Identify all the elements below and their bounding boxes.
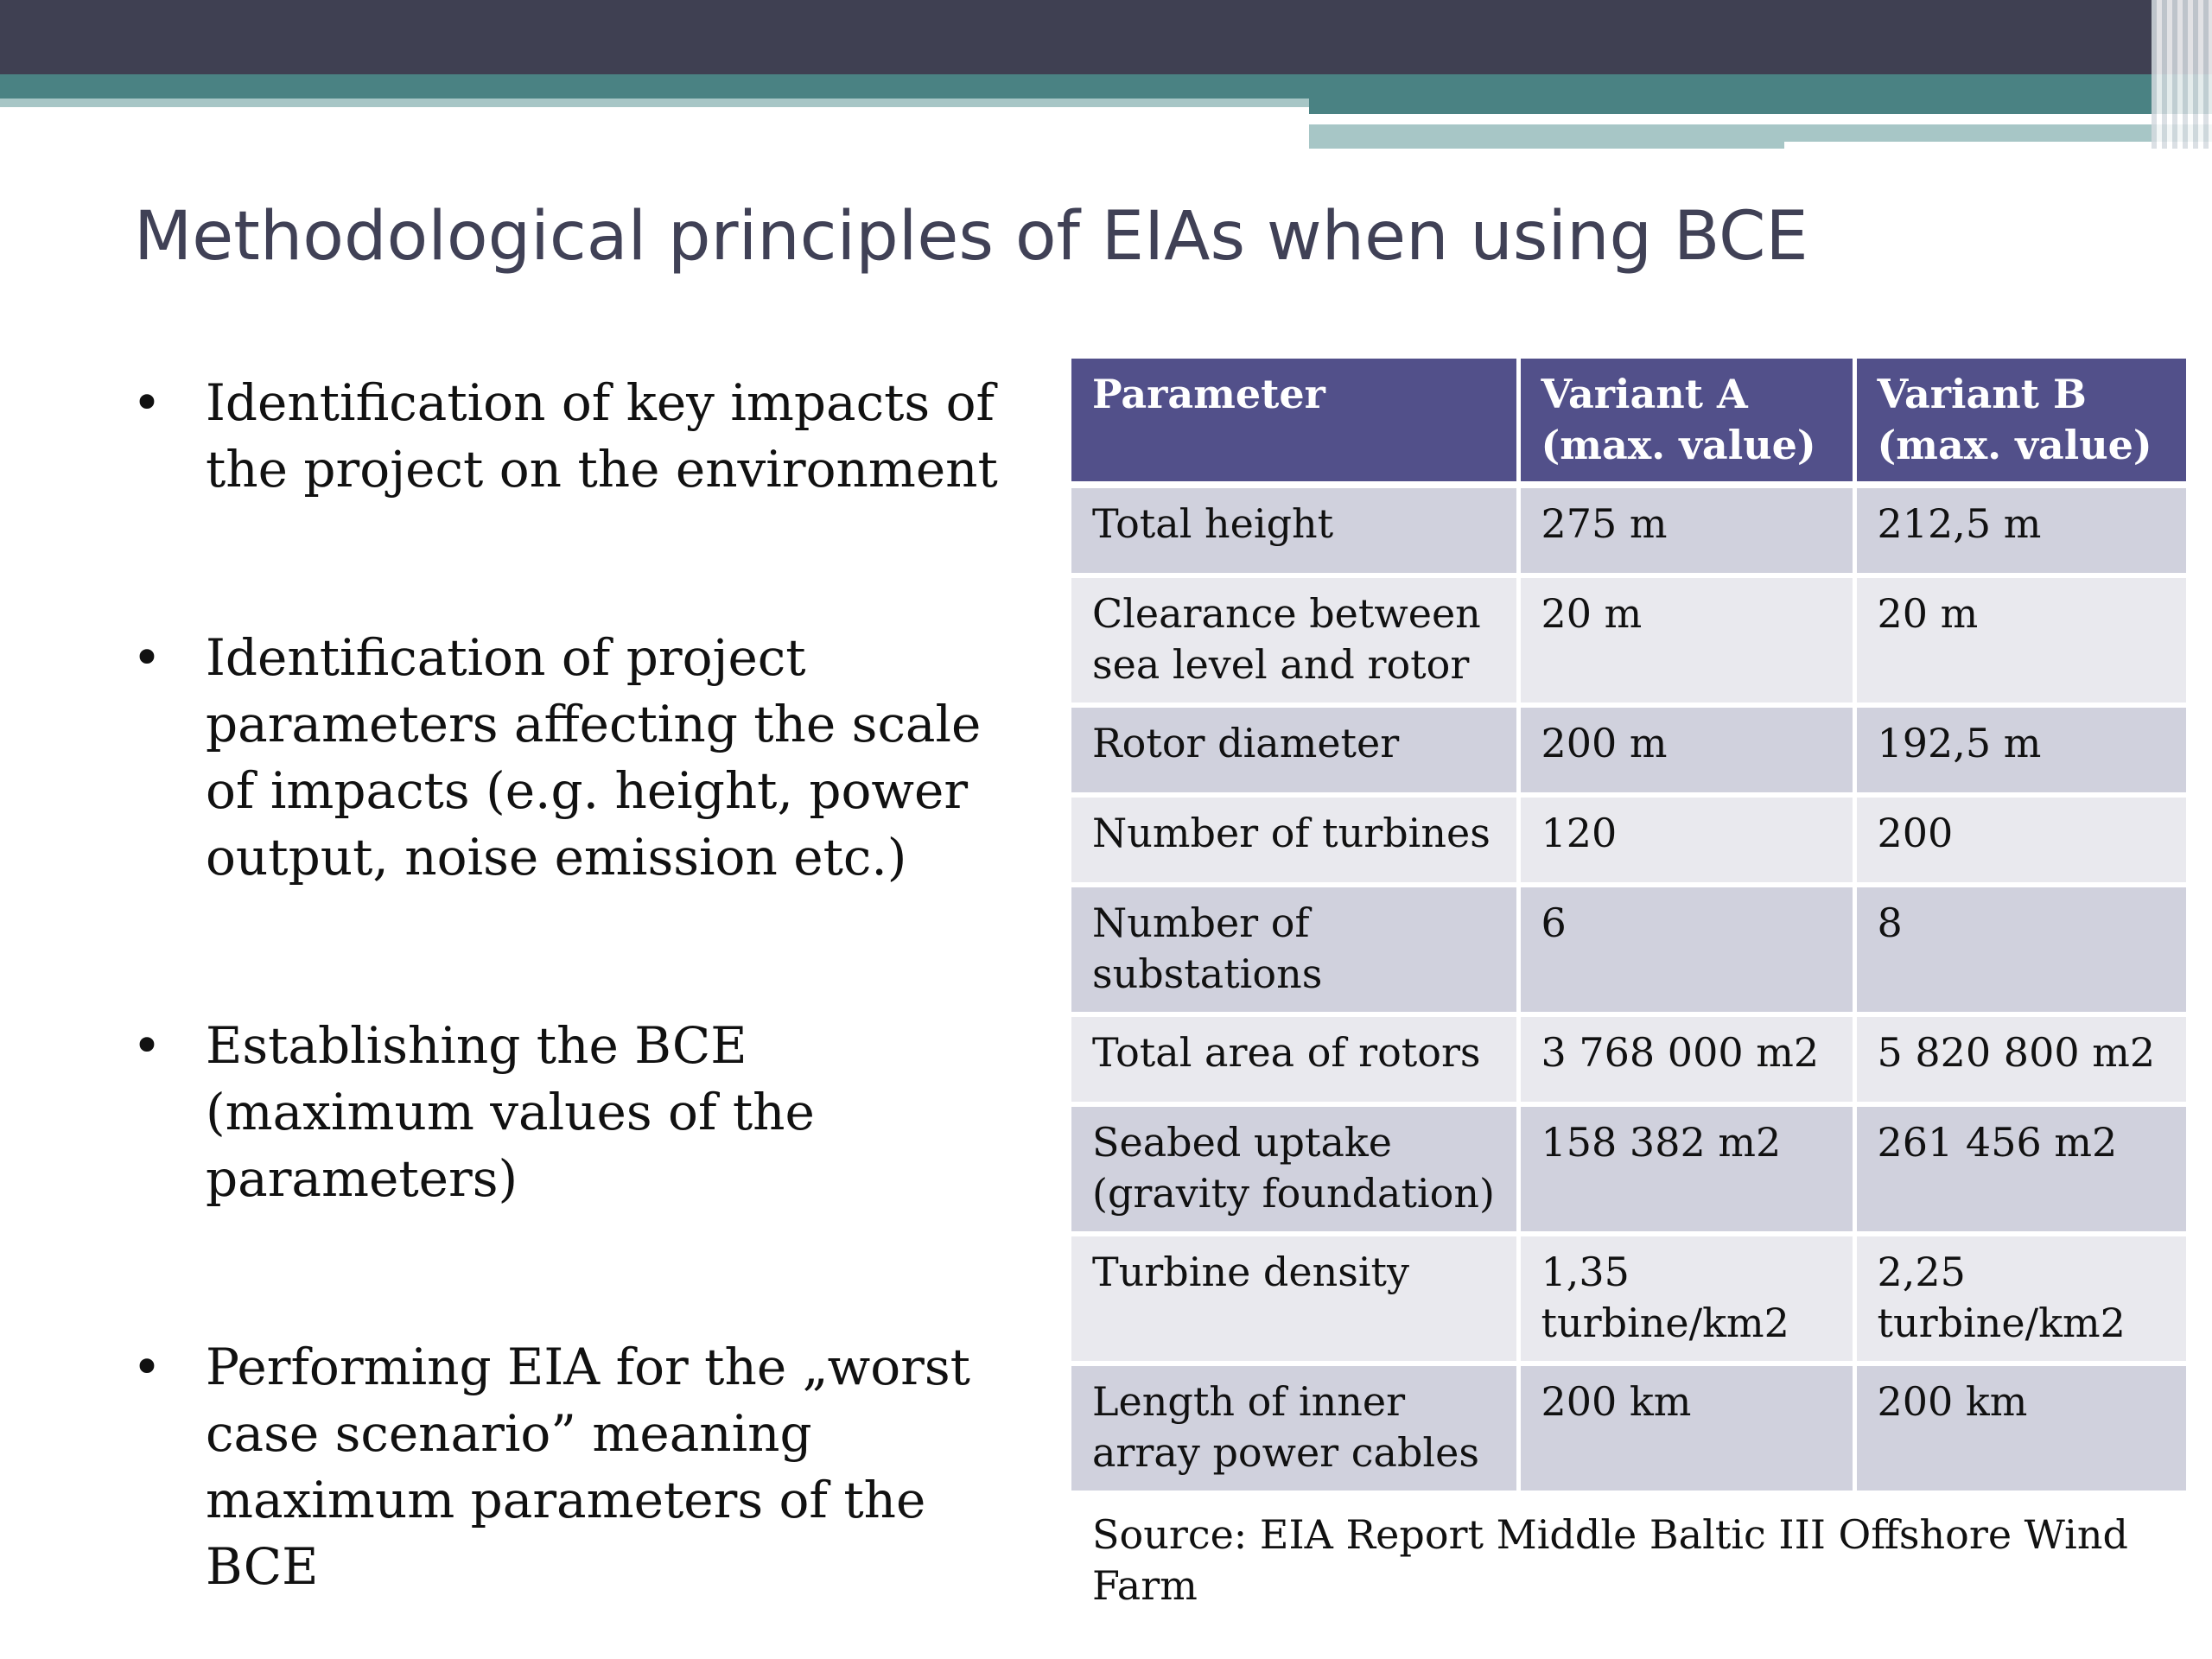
- parameters-table-container: [1071, 359, 2186, 1611]
- table-row: [1071, 1363, 2186, 1493]
- bullet-glyph: •: [131, 373, 162, 432]
- header-band-dark: [0, 0, 2212, 74]
- table-row: [1071, 795, 2186, 885]
- header-band-teal: [0, 74, 2212, 99]
- cell-parameter: Turbine density: [1071, 1234, 1518, 1363]
- cell-variant-a: 120: [1518, 795, 1854, 885]
- cell-parameter: Total height: [1071, 485, 1518, 575]
- bullet-item: [130, 1334, 1028, 1600]
- bullet-glyph: •: [131, 1016, 162, 1075]
- table-source-note: Source: EIA Report Middle Baltic III Offshore Wind Farm: [1092, 1511, 2128, 1609]
- header-band-right-teal: [1309, 99, 2212, 114]
- bullet-text: Establishing the BCE (maximum values of the parameters): [206, 1016, 815, 1208]
- cell-variant-a: 200 m: [1518, 705, 1854, 795]
- cell-parameter: Length of inner array power cables: [1071, 1363, 1518, 1493]
- bullet-text: Identification of project parameters affecting the scale of impacts (e.g. height, power output, noise emission etc.): [206, 628, 982, 887]
- header-variant-b: Variant B (max. value): [1854, 359, 2186, 485]
- parameters-table: [1071, 359, 2186, 1496]
- cell-variant-a: 3 768 000 m2: [1518, 1014, 1854, 1104]
- bullet-glyph: •: [131, 1338, 162, 1396]
- bullet-item: [130, 625, 1028, 891]
- cell-parameter: Seabed uptake (gravity foundation): [1071, 1104, 1518, 1234]
- header-variant-a: Variant A (max. value): [1518, 359, 1854, 485]
- table-row: [1071, 1104, 2186, 1234]
- cell-variant-b: 261 456 m2: [1854, 1104, 2186, 1234]
- cell-parameter: Clearance between sea level and rotor: [1071, 575, 1518, 705]
- cell-variant-b: 212,5 m: [1854, 485, 2186, 575]
- cell-variant-a: 1,35 turbine/km2: [1518, 1234, 1854, 1363]
- table-row: [1071, 705, 2186, 795]
- slide-title: Methodological principles of EIAs when using BCE: [134, 198, 1808, 276]
- header-edge-stripes: [2152, 0, 2212, 149]
- cell-variant-a: 6: [1518, 885, 1854, 1014]
- table-row: [1071, 485, 2186, 575]
- header-band-right-gap: [1309, 114, 2212, 124]
- bullet-list: [130, 370, 1028, 1600]
- cell-parameter: Number of substations: [1071, 885, 1518, 1014]
- table-row: [1071, 575, 2186, 705]
- header-band-light: [0, 99, 1309, 107]
- cell-variant-b: 200: [1854, 795, 2186, 885]
- cell-parameter: Total area of rotors: [1071, 1014, 1518, 1104]
- table-row: [1071, 1234, 2186, 1363]
- table-row: [1071, 885, 2186, 1014]
- table-header-row: [1071, 359, 2186, 485]
- cell-variant-a: 20 m: [1518, 575, 1854, 705]
- bullet-glyph: •: [131, 628, 162, 687]
- cell-parameter: Rotor diameter: [1071, 705, 1518, 795]
- cell-variant-b: 5 820 800 m2: [1854, 1014, 2186, 1104]
- cell-variant-a: 275 m: [1518, 485, 1854, 575]
- cell-parameter: Number of turbines: [1071, 795, 1518, 885]
- table-row: [1071, 1014, 2186, 1104]
- cell-variant-b: 20 m: [1854, 575, 2186, 705]
- bullet-item: [130, 370, 1028, 503]
- cell-variant-b: 200 km: [1854, 1363, 2186, 1493]
- cell-variant-b: 192,5 m: [1854, 705, 2186, 795]
- bullet-item: [130, 1013, 1028, 1212]
- cell-variant-b: 2,25 turbine/km2: [1854, 1234, 2186, 1363]
- bullet-text: Performing EIA for the „worst case scenario” meaning maximum parameters of the BCE: [206, 1338, 970, 1596]
- cell-variant-a: 200 km: [1518, 1363, 1854, 1493]
- header-parameter: Parameter: [1071, 359, 1518, 485]
- cell-variant-a: 158 382 m2: [1518, 1104, 1854, 1234]
- cell-variant-b: 8: [1854, 885, 2186, 1014]
- header-white-line: [1784, 142, 2212, 149]
- bullet-text: Identification of key impacts of the project on the environment: [206, 373, 998, 499]
